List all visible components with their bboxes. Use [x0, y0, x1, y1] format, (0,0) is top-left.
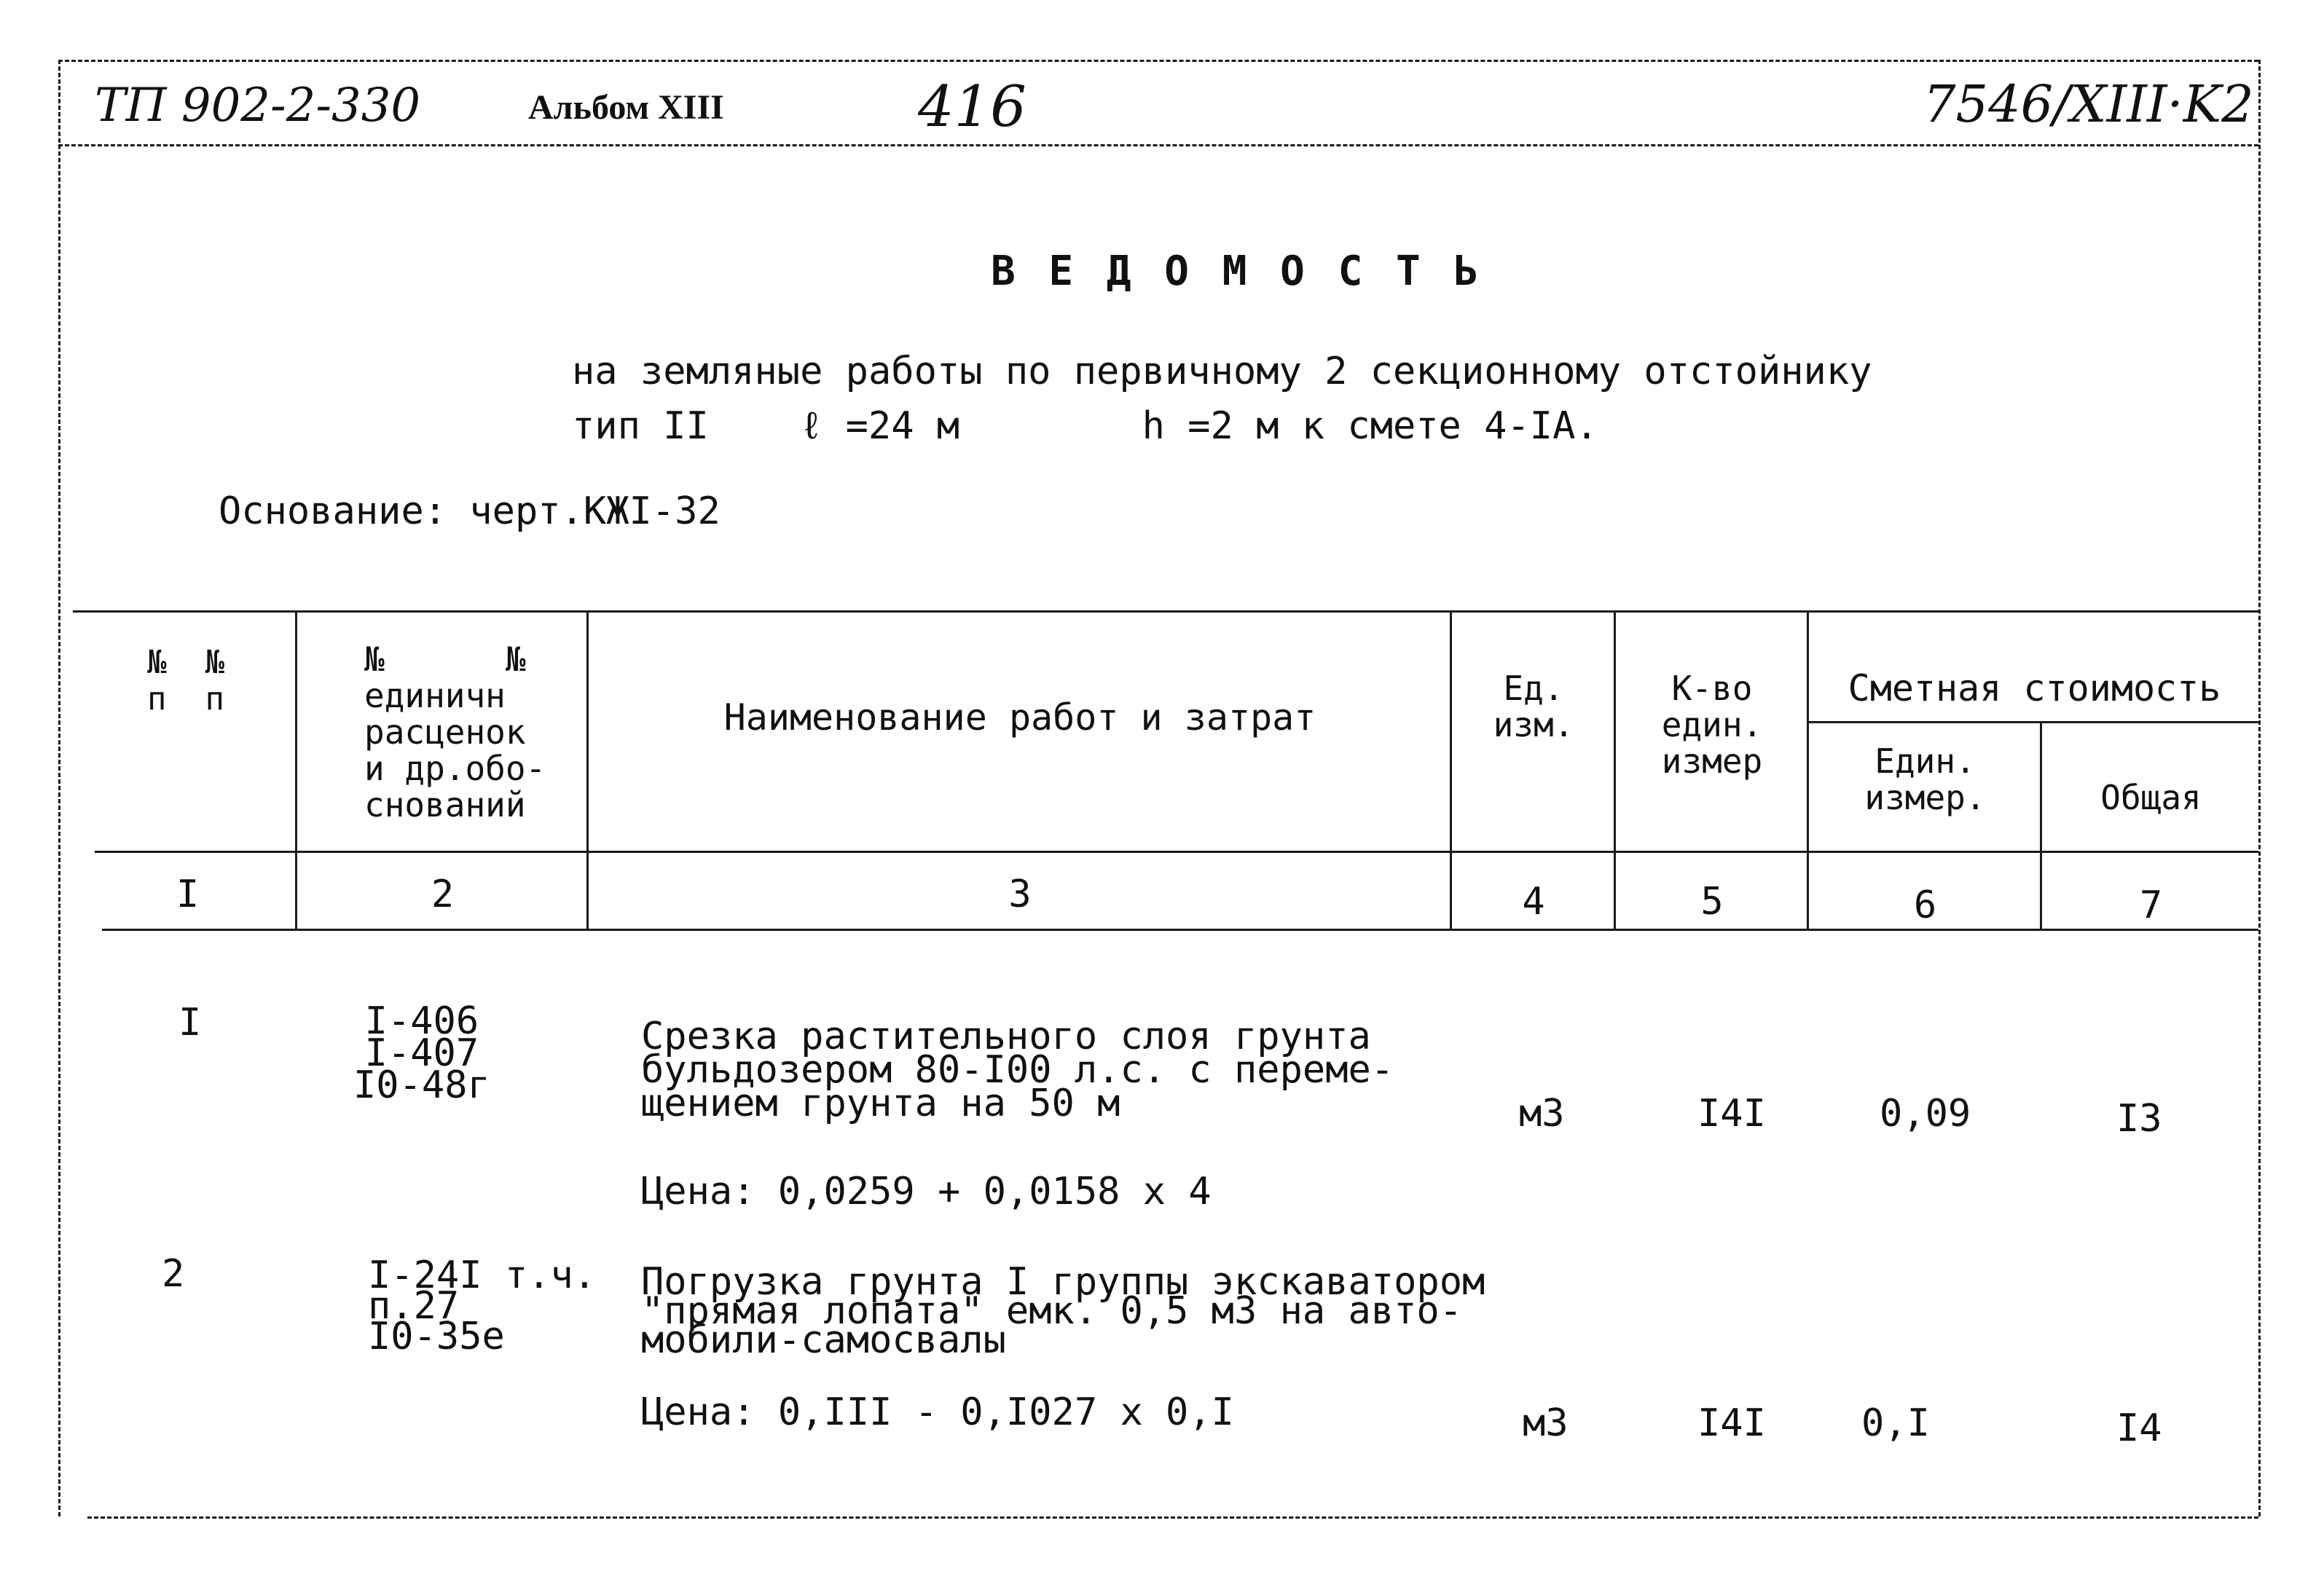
- column-number-1: I: [176, 873, 200, 916]
- column-number-2: 2: [431, 873, 455, 916]
- row-2-quantity: I4I: [1697, 1401, 1766, 1445]
- frame-right: [2258, 60, 2261, 1516]
- group-header-line: [1807, 721, 2258, 723]
- frame-top: [58, 60, 2258, 62]
- row-2-work-name: Погрузка грунта I группы экскаватором "прямая лопата" емк. 0,5 м3 на авто- мобили-самосвалы: [641, 1260, 1485, 1362]
- basis-text: Основание: черт.КЖI-32: [219, 489, 721, 533]
- subtitle-line-1: на земляные работы по первичному 2 секционному отстойнику: [572, 350, 1872, 393]
- header-estimated-cost: Сметная стоимость: [1848, 667, 2221, 709]
- column-number-4: 4: [1522, 880, 1545, 924]
- album-label: Альбом XIII: [528, 88, 724, 127]
- col-divider-2: [586, 610, 589, 929]
- col-divider-5: [1807, 610, 1809, 929]
- header-unit: Ед. изм.: [1493, 669, 1574, 744]
- page-title: В Е Д О М О С Т Ь: [991, 248, 1483, 295]
- row-2-price: Цена: 0,III - 0,I027 x 0,I: [641, 1390, 1234, 1434]
- page-number: 416: [918, 74, 1026, 140]
- frame-left: [58, 60, 60, 1516]
- header-rate-code: № № единичн расценок и др.обо- снований: [364, 640, 546, 825]
- row-2-unit: м3: [1523, 1401, 1569, 1445]
- row-1-total-cost: I3: [2116, 1097, 2162, 1141]
- header-row-number: № № п п: [147, 644, 224, 717]
- header-unit-cost: Един. измер.: [1864, 741, 1986, 817]
- row-1-unit: м3: [1519, 1092, 1565, 1136]
- row-2-total-cost: I4: [2116, 1406, 2162, 1450]
- col-divider-6: [2040, 721, 2042, 929]
- row-1-unit-cost: 0,09: [1880, 1092, 1971, 1136]
- column-number-7: 7: [2139, 884, 2163, 927]
- header-quantity: К-во един. измер: [1661, 669, 1763, 781]
- column-number-5: 5: [1700, 880, 1724, 924]
- table-top-line: [73, 610, 2258, 613]
- col-divider-4: [1614, 610, 1616, 929]
- colnum-bottom-line: [102, 929, 2258, 931]
- row-1-rate-code: I-406 I-407 I0-48г: [353, 999, 490, 1107]
- header-total-cost: Общая: [2100, 778, 2202, 817]
- header-bottom-line: [95, 851, 2258, 853]
- col-divider-3: [1450, 610, 1452, 929]
- row-1-quantity: I4I: [1697, 1092, 1766, 1136]
- row-1-work-name: Срезка растительного слоя грунта бульдозером 80-I00 л.с. с переме- щением грунта на 50 м: [641, 1015, 1394, 1125]
- frame-bottom: [87, 1516, 2258, 1519]
- header-work-name: Наименование работ и затрат: [723, 696, 1316, 739]
- column-number-6: 6: [1913, 884, 1937, 927]
- stamp-divider: [58, 144, 2258, 146]
- document-code: ТП 902-2-330: [95, 79, 421, 133]
- reference-code: 7546/XIII·K2: [1923, 74, 2254, 134]
- row-2-unit-cost: 0,I: [1861, 1401, 1930, 1445]
- subtitle-line-2: тип II ℓ =24 м h =2 м к смете 4-IA.: [572, 404, 1598, 448]
- row-2-number: 2: [162, 1252, 185, 1296]
- column-number-3: 3: [1008, 873, 1032, 916]
- row-2-rate-code: I-24I т.ч. п.27 I0-35е: [368, 1254, 597, 1358]
- col-divider-1: [295, 610, 297, 929]
- row-1-number: I: [178, 1001, 202, 1044]
- row-1-price: Цена: 0,0259 + 0,0158 x 4: [641, 1170, 1212, 1213]
